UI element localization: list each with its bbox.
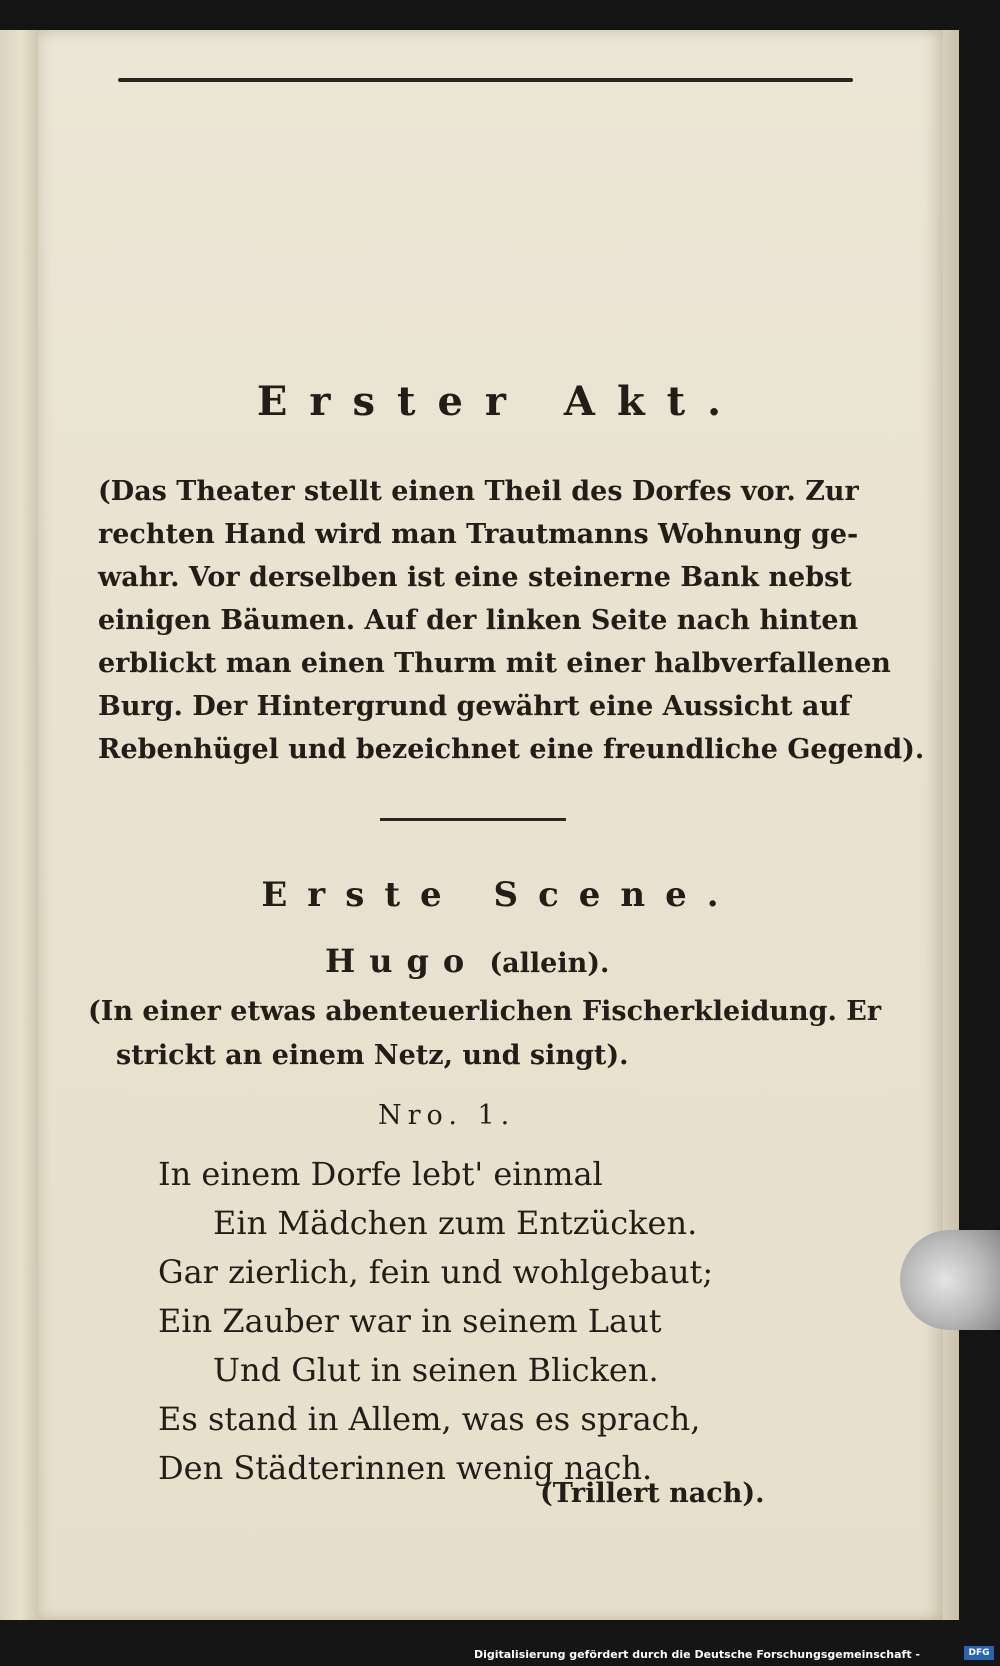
verse-line: In einem Dorfe lebt' einmal [158,1155,603,1193]
character-direction-line: strickt an einem Netz, und singt). [116,1040,629,1071]
stage-direction-line: (Das Theater stellt einen Theil des Dorfes vor. Zur [98,476,859,507]
character-direction-line: (In einer etwas abenteuerlichen Fischerkleidung. Er [88,996,882,1027]
stage-direction [98,470,925,771]
facing-page-edge [0,30,40,1620]
song-verse [158,1150,718,1493]
verse-line: Ein Zauber war in seinem Laut [158,1302,662,1340]
character-note: (allein). [489,948,610,979]
song-number: Nro. 1. [378,1100,516,1131]
stage-direction-line: Burg. Der Hintergrund gewährt eine Aussicht auf [98,691,851,722]
trill-direction: (Trillert nach). [540,1478,765,1509]
scene-heading: Erste Scene. [261,875,739,915]
verse-line: Es stand in Allem, was es sprach, [158,1400,701,1438]
stage-direction-line: Rebenhügel und bezeichnet eine freundliche Gegend). [98,734,925,765]
section-divider [380,818,566,821]
verse-line: Gar zierlich, fein und wohlgebaut; [158,1253,714,1291]
page-edge-shadow [943,30,959,1620]
stage-direction-line: rechten Hand wird man Trautmanns Wohnung ge- [98,519,859,550]
character-direction [88,990,882,1078]
dfg-logo: DFG [964,1646,994,1660]
verse-line: Den Städterinnen wenig nach. [158,1449,653,1487]
verse-line: Ein Mädchen zum Entzücken. [213,1204,698,1242]
top-rule [118,78,853,82]
page-clip [900,1230,1000,1330]
digitization-credit: Digitalisierung gefördert durch die Deutsche Forschungsgemeinschaft - [473,1648,920,1661]
act-heading: Erster Akt. [256,378,744,425]
character-line [325,942,609,980]
stage-direction-line: einigen Bäumen. Auf der linken Seite nach hinten [98,605,859,636]
stage-direction-line: wahr. Vor derselben ist eine steinerne Bank nebst [98,562,852,593]
character-name: Hugo [325,942,479,980]
verse-line: Und Glut in seinen Blicken. [213,1351,659,1389]
stage-direction-line: erblickt man einen Thurm mit einer halbverfallenen [98,648,891,679]
